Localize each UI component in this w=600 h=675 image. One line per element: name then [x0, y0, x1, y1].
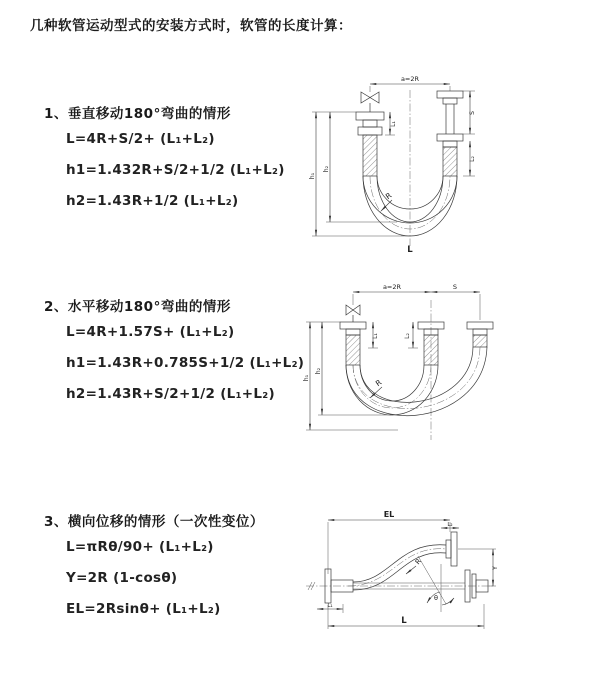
- dimension-heights: [309, 112, 409, 236]
- dim-label-y: Y: [491, 566, 499, 570]
- dimension-length: [328, 604, 484, 629]
- dim-label-a2r: a=2R: [382, 283, 402, 291]
- dimension-y: [458, 549, 499, 586]
- diagram-lateral-displacement: [298, 506, 566, 644]
- dim-label-s: S: [452, 283, 458, 291]
- dim-label-l2: L₂: [447, 522, 453, 528]
- section-vertical-movement: [44, 102, 285, 224]
- displaced-end-flange: [446, 532, 457, 566]
- angle-annotation: [427, 592, 454, 605]
- dim-label-h1: h₁: [309, 172, 316, 180]
- diagram-horizontal-180-bend: [298, 280, 550, 458]
- dimension-width: [353, 283, 480, 320]
- formula-h2: h2=1.43R+1/2 (L₁+L₂): [66, 193, 239, 209]
- radius-label: R: [373, 377, 384, 389]
- radius-label: R: [383, 190, 394, 202]
- formula-length: L=πRθ/90+ (L₁+L₂): [66, 539, 214, 555]
- moving-end-fitting: [437, 91, 463, 176]
- formula-length: L=4R+S/2+ (L₁+L₂): [66, 131, 215, 147]
- valve-icon: [346, 305, 360, 322]
- radius-annotation: [381, 191, 393, 211]
- radius-label: R: [413, 557, 424, 567]
- radius-annotation: [406, 556, 446, 612]
- formula-h1: h1=1.432R+S/2+1/2 (L₁+L₂): [66, 162, 285, 178]
- dimension-width: [370, 75, 450, 92]
- length-label: L: [401, 616, 407, 626]
- dimension-l1: [385, 112, 397, 135]
- formula-h1: h1=1.43R+0.785S+1/2 (L₁+L₂): [66, 355, 305, 371]
- dim-label-h2: h₂: [323, 165, 330, 173]
- dimension-l1: [368, 322, 379, 348]
- angle-label: θ: [434, 594, 438, 602]
- formula-el: EL=2Rsinθ+ (L₁+L₂): [66, 601, 221, 617]
- page-title: 几种软管运动型式的安装方式时，软管的长度计算：: [30, 18, 352, 34]
- dimension-l2: [441, 522, 459, 528]
- dimension-l2: [404, 322, 418, 348]
- length-label: L: [407, 245, 413, 255]
- fixed-end-fitting: [340, 322, 366, 365]
- dim-label-h1: h₁: [303, 374, 310, 382]
- dim-label-l2: L₂: [469, 156, 476, 162]
- section-3-heading: 3、横向位移的情形（一次性变位）: [44, 514, 264, 530]
- diagram-vertical-180-bend: [302, 64, 532, 264]
- section-2-heading: 2、水平移动180°弯曲的情形: [44, 299, 231, 315]
- dimension-el: [328, 510, 453, 574]
- dimension-l1: [317, 603, 343, 613]
- dim-label-l2: L₂: [404, 333, 411, 339]
- dim-label-h2: h₂: [315, 367, 322, 375]
- formula-h2: h2=1.43R+S/2+1/2 (L₁+L₂): [66, 386, 275, 402]
- dim-label-a2r: a=2R: [400, 75, 420, 83]
- section-1-heading: 1、垂直移动180°弯曲的情形: [44, 106, 231, 122]
- valve-icon: [361, 92, 379, 112]
- dimension-l2: [463, 141, 476, 176]
- dim-label-s: S: [469, 111, 476, 115]
- formula-y: Y=2R (1-cosθ): [66, 570, 178, 586]
- dim-label-el: EL: [383, 510, 395, 519]
- hose-u-bend: [346, 347, 487, 416]
- formula-length: L=4R+1.57S+ (L₁+L₂): [66, 324, 235, 340]
- dimension-travel-s: [463, 91, 476, 134]
- dim-label-l1: L₁: [372, 333, 379, 339]
- fixed-end-fitting: [356, 112, 384, 176]
- section-horizontal-movement: [44, 295, 304, 417]
- dim-label-l1: L₁: [327, 603, 333, 609]
- dim-label-l1: L₁: [390, 121, 397, 127]
- moving-end-position-2: [467, 322, 493, 347]
- section-lateral-displacement: [44, 510, 264, 632]
